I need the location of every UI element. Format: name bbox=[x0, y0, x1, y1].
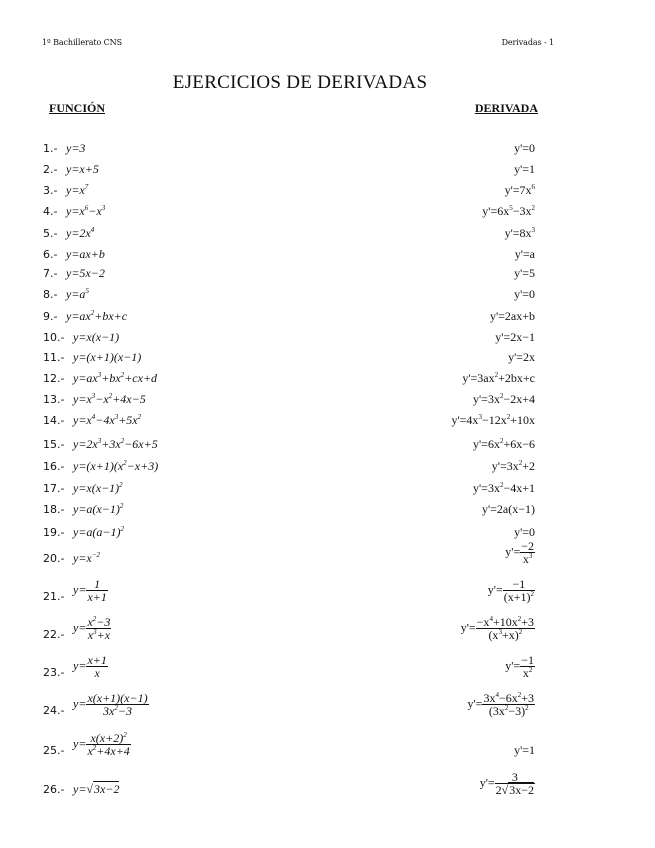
exercise-function: y= $\frac{1}{x+1}$ bbox=[73, 577, 107, 604]
exercise-function: $y=x^7$ bbox=[66, 183, 89, 197]
exercise-number: 18.- bbox=[43, 503, 65, 516]
exercise-derivative: y'= $\frac{-1}{x^2}$ bbox=[505, 653, 534, 680]
exercise-derivative: $y'=3x^2+2$ bbox=[491, 459, 535, 473]
exercise-number: 25.- bbox=[43, 744, 65, 757]
exercise-function: y=x(x−1) bbox=[73, 330, 120, 344]
exercise-function: $y=a(x-1)^2$ bbox=[73, 502, 124, 516]
column-header-funcion: FUNCIÓN bbox=[49, 101, 105, 115]
exercise-function: y= $\frac{x^2-3}{x^3+x}$ bbox=[73, 615, 111, 642]
exercise-number: 21.- bbox=[43, 590, 65, 603]
exercise-function: $y=a(a-1)^2$ bbox=[73, 525, 125, 539]
exercise-number: 23.- bbox=[43, 666, 65, 679]
exercise-function: y=ax+b bbox=[66, 247, 105, 261]
exercise-number: 12.- bbox=[43, 372, 65, 385]
exercise-number: 5.- bbox=[43, 227, 58, 240]
exercise-number: 19.- bbox=[43, 526, 65, 539]
page-title: EJERCICIOS DE DERIVADAS bbox=[172, 72, 428, 93]
exercise-number: 10.- bbox=[43, 331, 65, 344]
exercise-derivative: y'=0 bbox=[514, 141, 535, 155]
exercise-function: y=(x+1)(x−1) bbox=[73, 350, 142, 364]
exercise-derivative: y'=2x−1 bbox=[495, 330, 535, 344]
exercise-number: 26.- bbox=[43, 783, 65, 796]
exercise-derivative: y'=a bbox=[514, 247, 535, 261]
exercise-function: $y=2x^3+3x^2-6x+5$ bbox=[73, 437, 158, 451]
exercise-number: 1.- bbox=[43, 142, 58, 155]
exercise-derivative: y'=0 bbox=[514, 287, 535, 301]
exercise-derivative: $y'=3x^2-2x+4$ bbox=[473, 392, 535, 406]
exercise-derivative: y'=1 bbox=[514, 162, 535, 176]
exercise-number: 2.- bbox=[43, 163, 58, 176]
exercise-derivative: y'=2ax+b bbox=[489, 309, 535, 323]
exercise-derivative: $y'=3x^2-4x+1$ bbox=[473, 481, 535, 495]
exercise-function: y= $\frac{x(x+1)(x-1)}{3x^2-3}$ bbox=[73, 691, 148, 718]
exercise-derivative: y'= $\frac{3x^4-6x^2+3}{(3x^2-3)^2}$ bbox=[467, 691, 534, 718]
exercise-function: y=5x−2 bbox=[66, 266, 105, 280]
exercise-derivative: $y'=3ax^2+2bx+c$ bbox=[462, 371, 535, 385]
exercise-number: 17.- bbox=[43, 482, 65, 495]
exercise-function: y=x+5 bbox=[66, 162, 99, 176]
exercise-function: $y=x^4-4x^3+5x^2$ bbox=[73, 413, 142, 427]
exercise-derivative: y'= $\frac{-2}{x^3}$ bbox=[505, 539, 534, 566]
exercise-number: 9.- bbox=[43, 310, 58, 323]
exercise-derivative: $y'=6x^2+6x-6$ bbox=[473, 437, 535, 451]
exercise-derivative: $y'=8x^3$ bbox=[504, 226, 535, 240]
exercise-function: $y=x(x-1)^2$ bbox=[73, 481, 123, 495]
exercise-derivative: y'=0 bbox=[514, 525, 535, 539]
exercise-function: $y=2x^4$ bbox=[66, 226, 95, 240]
exercise-number: 4.- bbox=[43, 205, 58, 218]
exercise-function: $y=x^{-2}$ bbox=[73, 551, 100, 565]
exercise-function: y= $\frac{x(x+2)^2}{x^2+4x+4}$ bbox=[73, 731, 130, 758]
exercise-function: $y=(x+1)(x^2-x+3)$ bbox=[73, 459, 159, 473]
exercise-derivative: $y'=6x^5-3x^2$ bbox=[482, 204, 535, 218]
exercise-number: 7.- bbox=[43, 267, 58, 280]
exercise-derivative: $y'=7x^6$ bbox=[504, 183, 535, 197]
exercise-derivative: y'= $\frac{-x^4+10x^2+3}{(x^3+x)^2}$ bbox=[460, 615, 534, 642]
exercise-function: $y=ax^2+bx+c$ bbox=[66, 309, 128, 323]
exercise-derivative: y'= $\frac{3}{2√3x-2}$ bbox=[479, 770, 534, 797]
exercise-number: 8.- bbox=[43, 288, 58, 301]
exercise-number: 22.- bbox=[43, 628, 65, 641]
exercise-derivative: y'=2x bbox=[508, 350, 535, 364]
exercise-number: 20.- bbox=[43, 552, 65, 565]
exercise-number: 16.- bbox=[43, 460, 65, 473]
header-page-label: Derivadas - 1 bbox=[501, 38, 554, 47]
exercise-derivative: y'=1 bbox=[514, 743, 535, 757]
exercise-function: $y=a^5$ bbox=[66, 287, 89, 301]
exercise-number: 14.- bbox=[43, 414, 65, 427]
exercise-number: 11.- bbox=[43, 351, 65, 364]
exercise-derivative: y'= $\frac{-1}{(x+1)^2}$ bbox=[487, 577, 534, 604]
exercise-derivative: $y'=4x^3-12x^2+10x$ bbox=[451, 413, 535, 427]
exercise-derivative: y'=5 bbox=[514, 266, 535, 280]
header-course: 1º Bachillerato CNS bbox=[42, 38, 122, 47]
exercise-number: 24.- bbox=[43, 704, 65, 717]
exercise-derivative: y'=2a(x−1) bbox=[481, 502, 535, 516]
exercise-number: 15.- bbox=[43, 438, 65, 451]
exercise-function: y=3 bbox=[66, 141, 86, 155]
exercise-number: 13.- bbox=[43, 393, 65, 406]
exercise-function: $y=x^3-x^2+4x-5$ bbox=[73, 392, 146, 406]
exercise-number: 6.- bbox=[43, 248, 58, 261]
exercise-function: $y=ax^3+bx^2+cx+d$ bbox=[73, 371, 158, 385]
exercise-function: y= $\frac{x+1}{x}$ bbox=[73, 653, 107, 680]
exercise-function: y=√3x−2 bbox=[73, 782, 120, 796]
exercise-number: 3.- bbox=[43, 184, 58, 197]
exercise-function: $y=x^6-x^3$ bbox=[66, 204, 106, 218]
column-header-derivada: DERIVADA bbox=[474, 101, 538, 115]
